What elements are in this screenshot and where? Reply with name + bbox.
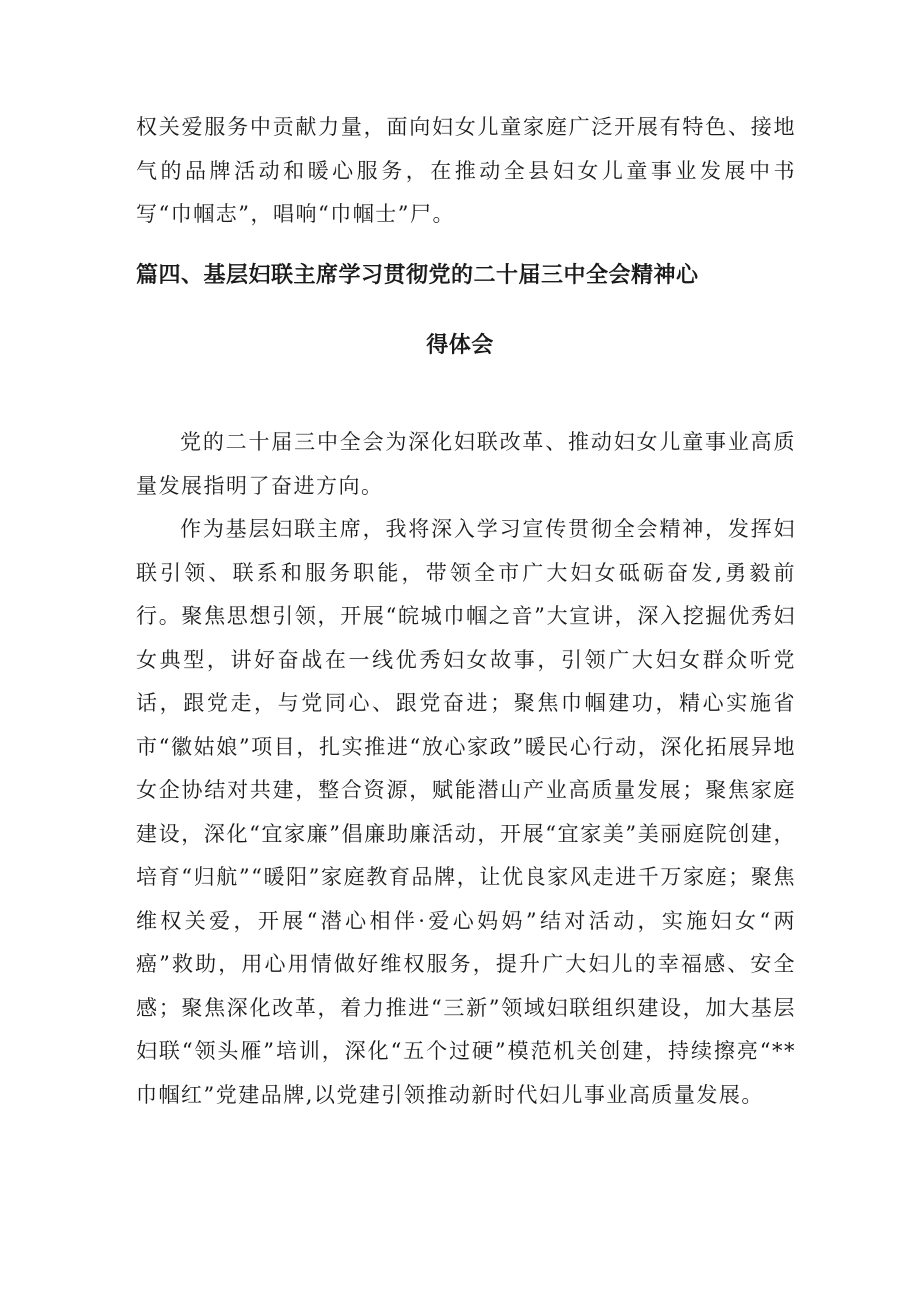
continuation-paragraph: 权关爱服务中贡献力量，面向妇女儿童家庭广泛开展有特色、接地气的品牌活动和暖心服务，在推动全县妇女儿童事业发展中书写“巾帼志”，唱响“巾帼士”尸。: [136, 115, 796, 226]
body-paragraph-1: 党的二十届三中全会为深化妇联改革、推动妇女儿童事业高质量发展指明了奋进方向。: [136, 430, 796, 498]
body-paragraph-2: 作为基层妇联主席，我将深入学习宣传贯彻全会精神，发挥妇联引领、联系和服务职能，带领全市广大妇女砥砺奋发,勇毅前行。聚焦思想引领，开展“皖城巾帼之音”大宣讲，深入挖掘优秀妇女典型，讲好奋战在一线优秀妇女故事，引领广大妇女群众听党话，跟党走，与党同心、跟党奋进；聚焦巾帼建功，精心实施省市“徽姑娘”项目，扎实推进“放心家政”暖民心行动，深化拓展异地女企协结对共建，整合资源，赋能潜山产业高质量发展；聚焦家庭建设，深化“宜家廉”倡廉助廉活动，开展“宜家美”美丽庭院创建，培育“归航”“暖阳”家庭教育品牌，让优良家风走进千万家庭；聚焦维权关爱，开展“潜心相伴·爱心妈妈”结对活动，实施妇女“两癌”救助，用心用情做好维权服务，提升广大妇儿的幸福感、安全感；聚焦深化改革，着力推进“三新”领域妇联组织建设，加大基层妇联“领头雁”培训，深化“五个过硬”模范机关创建，持续擦亮“**巾帼红”党建品牌,以党建引领推动新时代妇儿事业高质量发展。: [136, 517, 796, 1107]
section-title-line-2: 得体会: [426, 333, 494, 358]
section-title-line-1: 篇四、基层妇联主席学习贯彻党的二十届三中全会精神心: [136, 263, 699, 288]
